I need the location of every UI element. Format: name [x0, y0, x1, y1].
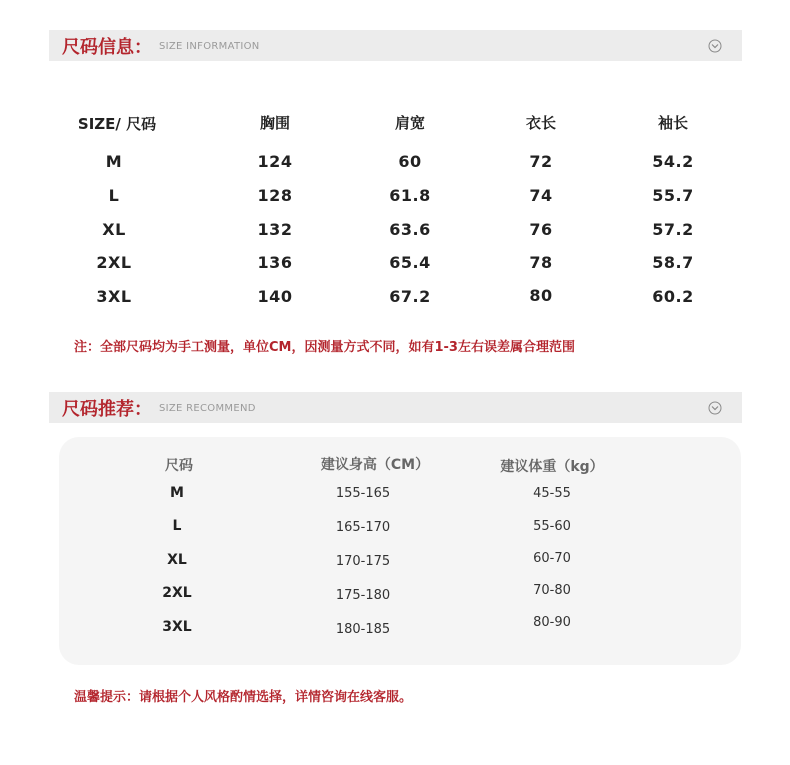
length-cell: 76	[529, 220, 553, 239]
col-header-weight: 建议体重（kg）	[500, 459, 604, 475]
size-recommend-title: 尺码推荐：	[62, 399, 152, 420]
sleeve-cell: 54.2	[652, 152, 694, 171]
length-cell: 80	[529, 286, 553, 305]
sleeve-cell: 57.2	[652, 220, 694, 239]
size-recommend-subtitle: SIZE RECOMMEND	[159, 403, 256, 414]
length-cell: 74	[529, 186, 553, 205]
chest-cell: 124	[257, 152, 293, 171]
sleeve-cell: 55.7	[652, 186, 694, 205]
col-header-rec-size: 尺码	[165, 458, 193, 474]
weight-cell: 70-80	[533, 583, 571, 598]
chest-cell: 136	[257, 253, 293, 272]
size-recommend-header	[49, 392, 742, 423]
col-header-length: 衣长	[525, 114, 557, 132]
chevron-circle-down-icon[interactable]	[708, 401, 722, 415]
chest-cell: 132	[257, 220, 293, 239]
length-cell: 72	[529, 152, 553, 171]
rec-size-cell: 2XL	[162, 585, 192, 601]
shoulder-cell: 63.6	[389, 220, 431, 239]
shoulder-cell: 60	[398, 152, 422, 171]
col-header-size: SIZE/ 尺码	[77, 115, 157, 133]
length-cell: 78	[529, 253, 553, 272]
rec-size-cell: 3XL	[162, 619, 192, 635]
size-cell: M	[105, 152, 123, 171]
rec-size-cell: L	[172, 518, 182, 534]
sleeve-cell: 58.7	[652, 253, 694, 272]
measurement-note: 注：全部尺码均为手工测量，单位CM，因测量方式不同，如有1-3左右误差属合理范围	[74, 340, 575, 355]
shoulder-cell: 61.8	[389, 186, 431, 205]
weight-cell: 45-55	[533, 486, 571, 501]
sleeve-cell: 60.2	[652, 287, 694, 306]
selection-tip: 温馨提示：请根据个人风格酌情选择，详情咨询在线客服。	[74, 690, 413, 705]
height-cell: 165-170	[335, 520, 391, 535]
rec-size-cell: XL	[167, 552, 187, 568]
shoulder-cell: 65.4	[389, 253, 431, 272]
col-header-shoulder: 肩宽	[394, 114, 426, 132]
size-cell: 2XL	[96, 253, 132, 272]
chevron-circle-down-icon[interactable]	[708, 39, 722, 53]
size-info-header	[49, 30, 742, 61]
height-cell: 180-185	[335, 622, 391, 637]
col-header-height: 建议身高（CM）	[320, 457, 430, 473]
height-cell: 175-180	[335, 588, 391, 603]
chest-cell: 140	[257, 287, 293, 306]
rec-size-cell: M	[170, 485, 184, 501]
shoulder-cell: 67.2	[389, 287, 431, 306]
height-cell: 170-175	[335, 554, 391, 569]
col-header-chest: 胸围	[259, 114, 291, 132]
size-info-subtitle: SIZE INFORMATION	[159, 41, 260, 52]
size-cell: 3XL	[96, 287, 132, 306]
height-cell: 155-165	[335, 486, 391, 501]
weight-cell: 60-70	[533, 551, 571, 566]
size-info-title: 尺码信息：	[62, 37, 152, 58]
size-cell: XL	[102, 220, 126, 239]
weight-cell: 55-60	[533, 519, 571, 534]
col-header-sleeve: 袖长	[657, 114, 689, 132]
weight-cell: 80-90	[533, 615, 571, 630]
size-cell: L	[108, 186, 120, 205]
chest-cell: 128	[257, 186, 293, 205]
